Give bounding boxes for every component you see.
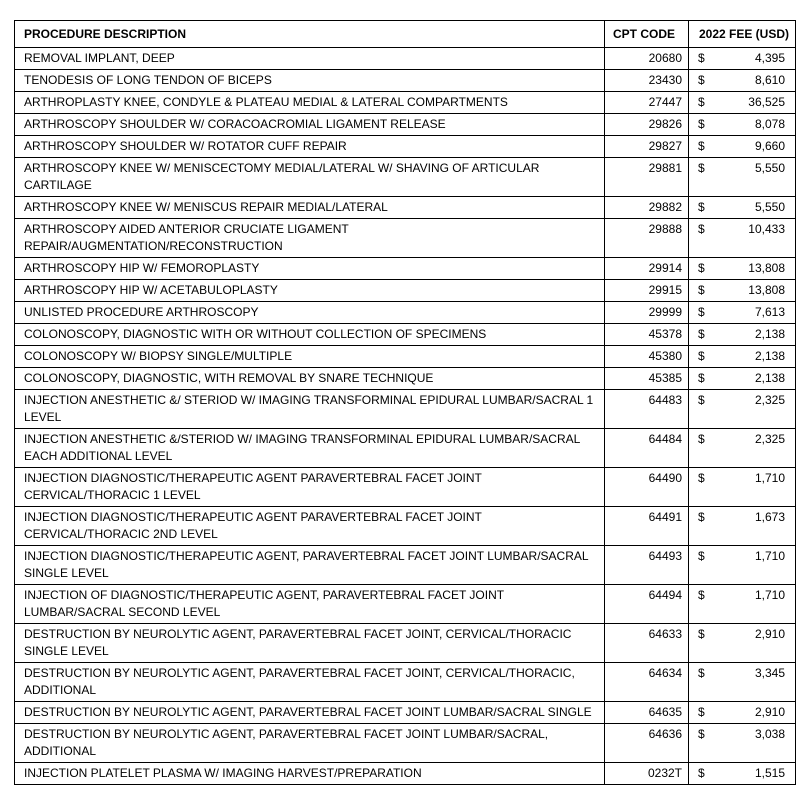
fee-amount: 1,515 [754,766,785,780]
table-row [15,507,796,546]
currency-symbol: $ [698,139,705,153]
fee-amount: 13,808 [748,261,785,275]
currency-symbol: $ [698,117,705,131]
fee-amount: 8,078 [754,117,785,131]
table-row [15,70,796,92]
header-cpt-code: CPT CODE [605,21,689,48]
table-row [15,624,796,663]
table-row [15,468,796,507]
procedure-description-cell: ARTHROSCOPY AIDED ANTERIOR CRUCIATE LIGAMENT REPAIR/AUGMENTATION/RECONSTRUCTION [15,219,605,258]
cpt-code-cell: 64636 [605,724,689,763]
procedure-description-cell: ARTHROPLASTY KNEE, CONDYLE & PLATEAU MEDIAL & LATERAL COMPARTMENTS [15,92,605,114]
fee-cell [689,258,796,280]
fee-amount: 1,710 [754,549,785,563]
table-row [15,324,796,346]
table-row [15,390,796,429]
cpt-code-cell: 45378 [605,324,689,346]
cpt-code-cell: 29827 [605,136,689,158]
procedure-description-cell: DESTRUCTION BY NEUROLYTIC AGENT, PARAVERTEBRAL FACET JOINT, CERVICAL/THORACIC SINGLE LEVEL [15,624,605,663]
fee-amount: 2,138 [754,327,785,341]
fee-cell [689,663,796,702]
currency-symbol: $ [698,51,705,65]
cpt-code-cell: 29881 [605,158,689,197]
procedure-description-cell: INJECTION DIAGNOSTIC/THERAPEUTIC AGENT PARAVERTEBRAL FACET JOINT CERVICAL/THORACIC 1 LEVEL [15,468,605,507]
fee-amount: 9,660 [754,139,785,153]
procedure-description-cell: INJECTION PLATELET PLASMA W/ IMAGING HARVEST/PREPARATION [15,763,605,785]
fee-cell [689,507,796,546]
fee-cell [689,280,796,302]
fee-table [14,20,796,785]
fee-cell [689,136,796,158]
fee-amount: 13,808 [748,283,785,297]
fee-cell [689,92,796,114]
currency-symbol: $ [698,549,705,563]
cpt-code-cell: 64490 [605,468,689,507]
table-row [15,368,796,390]
currency-symbol: $ [698,283,705,297]
fee-amount: 5,550 [754,200,785,214]
procedure-description-cell: INJECTION ANESTHETIC &/STERIOD W/ IMAGING TRANSFORMINAL EPIDURAL LUMBAR/SACRAL EACH ADDITIONAL LEVEL [15,429,605,468]
cpt-code-cell: 20680 [605,48,689,70]
cpt-code-cell: 64483 [605,390,689,429]
currency-symbol: $ [698,371,705,385]
table-row [15,219,796,258]
fee-amount: 1,673 [754,510,785,524]
table-row [15,346,796,368]
cpt-code-cell: 29915 [605,280,689,302]
cpt-code-cell: 29914 [605,258,689,280]
fee-cell [689,346,796,368]
currency-symbol: $ [698,222,705,236]
cpt-code-cell: 64633 [605,624,689,663]
procedure-description-cell: UNLISTED PROCEDURE ARTHROSCOPY [15,302,605,324]
procedure-description-cell: ARTHROSCOPY HIP W/ FEMOROPLASTY [15,258,605,280]
fee-amount: 5,550 [754,161,785,175]
fee-cell [689,324,796,346]
table-row [15,302,796,324]
currency-symbol: $ [698,705,705,719]
cpt-code-cell: 29888 [605,219,689,258]
table-row [15,585,796,624]
table-row [15,724,796,763]
table-row [15,197,796,219]
fee-cell [689,368,796,390]
procedure-description-cell: COLONOSCOPY, DIAGNOSTIC WITH OR WITHOUT COLLECTION OF SPECIMENS [15,324,605,346]
cpt-code-cell: 0232T [605,763,689,785]
procedure-description-cell: DESTRUCTION BY NEUROLYTIC AGENT, PARAVERTEBRAL FACET JOINT LUMBAR/SACRAL SINGLE [15,702,605,724]
procedure-description-cell: ARTHROSCOPY SHOULDER W/ ROTATOR CUFF REPAIR [15,136,605,158]
fee-cell [689,70,796,92]
fee-amount: 1,710 [754,471,785,485]
currency-symbol: $ [698,471,705,485]
cpt-code-cell: 64493 [605,546,689,585]
procedure-description-cell: ARTHROSCOPY KNEE W/ MENISCUS REPAIR MEDIAL/LATERAL [15,197,605,219]
cpt-code-cell: 23430 [605,70,689,92]
table-row [15,763,796,785]
table-row [15,136,796,158]
fee-amount: 2,138 [754,349,785,363]
procedure-description-cell: INJECTION ANESTHETIC &/ STERIOD W/ IMAGING TRANSFORMINAL EPIDURAL LUMBAR/SACRAL 1 LEVEL [15,390,605,429]
fee-cell [689,763,796,785]
procedure-description-cell: TENODESIS OF LONG TENDON OF BICEPS [15,70,605,92]
procedure-description-cell: COLONOSCOPY, DIAGNOSTIC, WITH REMOVAL BY SNARE TECHNIQUE [15,368,605,390]
fee-amount: 4,395 [754,51,785,65]
fee-cell [689,429,796,468]
table-row [15,546,796,585]
table-row [15,280,796,302]
currency-symbol: $ [698,305,705,319]
procedure-description-cell: INJECTION OF DIAGNOSTIC/THERAPEUTIC AGENT, PARAVERTEBRAL FACET JOINT LUMBAR/SACRAL SECOND LEVEL [15,585,605,624]
header-2022-fee: 2022 FEE (USD) [689,21,796,48]
cpt-code-cell: 29826 [605,114,689,136]
fee-amount: 2,325 [754,432,785,446]
cpt-code-cell: 64491 [605,507,689,546]
currency-symbol: $ [698,510,705,524]
currency-symbol: $ [698,627,705,641]
procedure-description-cell: DESTRUCTION BY NEUROLYTIC AGENT, PARAVERTEBRAL FACET JOINT LUMBAR/SACRAL, ADDITIONAL [15,724,605,763]
currency-symbol: $ [698,393,705,407]
currency-symbol: $ [698,261,705,275]
fee-cell [689,390,796,429]
fee-amount: 2,910 [754,705,785,719]
fee-amount: 36,525 [748,95,785,109]
cpt-code-cell: 45380 [605,346,689,368]
fee-cell [689,702,796,724]
fee-amount: 2,910 [754,627,785,641]
procedure-description-cell: ARTHROSCOPY SHOULDER W/ CORACOACROMIAL LIGAMENT RELEASE [15,114,605,136]
fee-cell [689,585,796,624]
cpt-code-cell: 45385 [605,368,689,390]
fee-cell [689,302,796,324]
currency-symbol: $ [698,588,705,602]
fee-amount: 3,038 [754,727,785,741]
table-row [15,48,796,70]
fee-cell [689,48,796,70]
fee-amount: 2,325 [754,393,785,407]
procedure-description-cell: ARTHROSCOPY HIP W/ ACETABULOPLASTY [15,280,605,302]
procedure-description-cell: COLONOSCOPY W/ BIOPSY SINGLE/MULTIPLE [15,346,605,368]
fee-schedule [14,20,795,785]
fee-cell [689,624,796,663]
fee-amount: 2,138 [754,371,785,385]
table-row [15,114,796,136]
cpt-code-cell: 64484 [605,429,689,468]
currency-symbol: $ [698,73,705,87]
currency-symbol: $ [698,432,705,446]
cpt-code-cell: 29999 [605,302,689,324]
fee-cell [689,158,796,197]
currency-symbol: $ [698,95,705,109]
fee-amount: 8,610 [754,73,785,87]
fee-amount: 3,345 [754,666,785,680]
fee-cell [689,114,796,136]
procedure-description-cell: ARTHROSCOPY KNEE W/ MENISCECTOMY MEDIAL/LATERAL W/ SHAVING OF ARTICULAR CARTILAGE [15,158,605,197]
procedure-description-cell: DESTRUCTION BY NEUROLYTIC AGENT, PARAVERTEBRAL FACET JOINT, CERVICAL/THORACIC, ADDITIONAL [15,663,605,702]
table-row [15,429,796,468]
table-header-row [15,21,796,48]
currency-symbol: $ [698,200,705,214]
currency-symbol: $ [698,161,705,175]
cpt-code-cell: 29882 [605,197,689,219]
currency-symbol: $ [698,349,705,363]
fee-cell [689,197,796,219]
cpt-code-cell: 27447 [605,92,689,114]
fee-cell [689,546,796,585]
table-row [15,663,796,702]
fee-cell [689,219,796,258]
table-row [15,158,796,197]
table-row [15,92,796,114]
fee-cell [689,724,796,763]
currency-symbol: $ [698,766,705,780]
procedure-description-cell: INJECTION DIAGNOSTIC/THERAPEUTIC AGENT PARAVERTEBRAL FACET JOINT CERVICAL/THORACIC 2ND LEVEL [15,507,605,546]
table-row [15,258,796,280]
currency-symbol: $ [698,666,705,680]
cpt-code-cell: 64634 [605,663,689,702]
fee-amount: 10,433 [748,222,785,236]
cpt-code-cell: 64494 [605,585,689,624]
currency-symbol: $ [698,327,705,341]
header-procedure-description: PROCEDURE DESCRIPTION [15,21,605,48]
table-row [15,702,796,724]
procedure-description-cell: REMOVAL IMPLANT, DEEP [15,48,605,70]
cpt-code-cell: 64635 [605,702,689,724]
fee-amount: 7,613 [754,305,785,319]
fee-amount: 1,710 [754,588,785,602]
currency-symbol: $ [698,727,705,741]
fee-cell [689,468,796,507]
procedure-description-cell: INJECTION DIAGNOSTIC/THERAPEUTIC AGENT, PARAVERTEBRAL FACET JOINT LUMBAR/SACRAL SINGLE LEVEL [15,546,605,585]
